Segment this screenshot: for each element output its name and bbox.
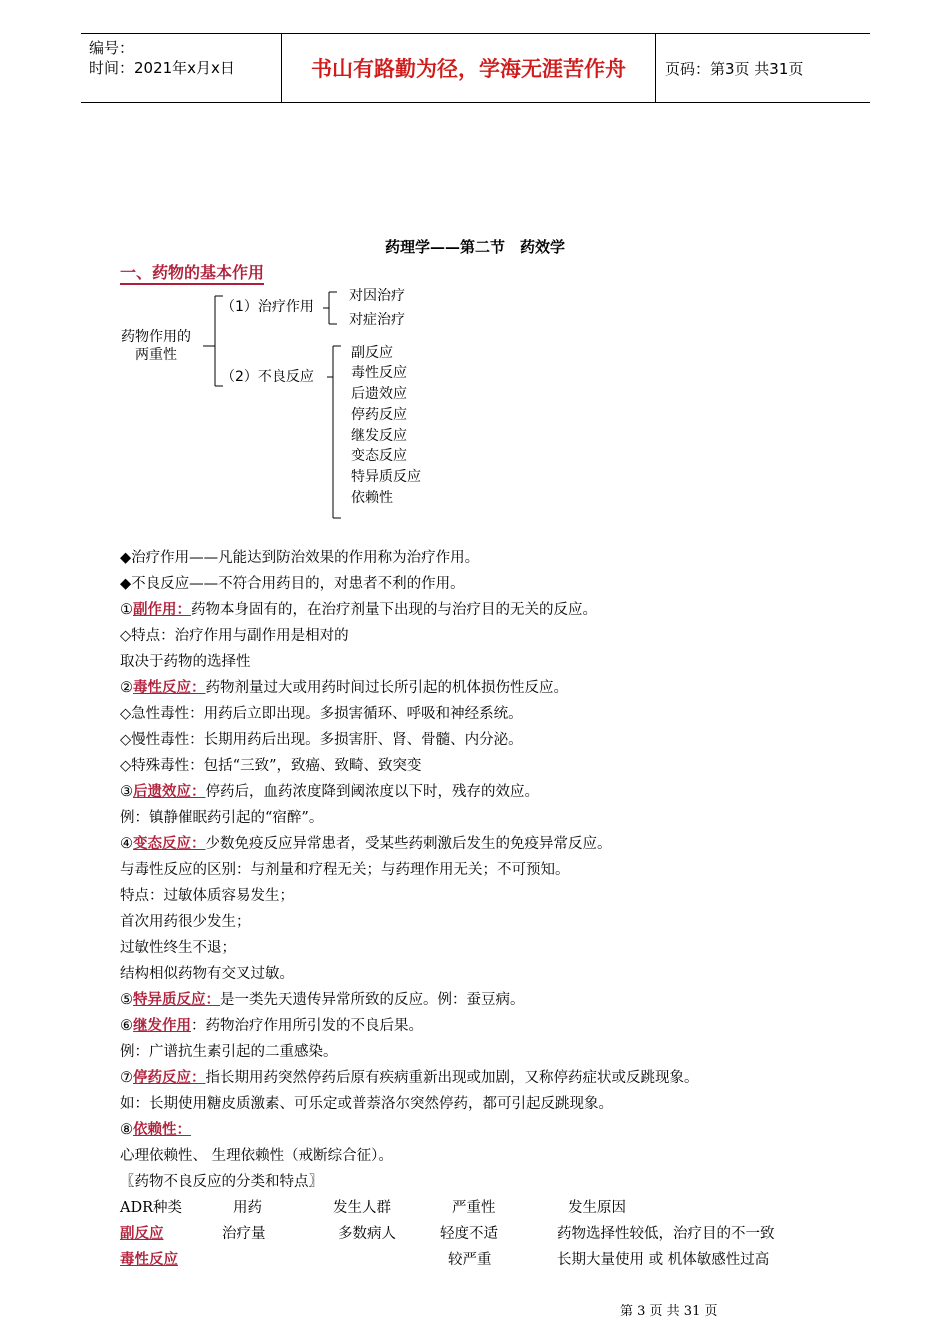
text-line: ②毒性反应：药物剂量过大或用药时间过长所引起的机体损伤性反应。 — [120, 679, 568, 696]
text-line: ③后遗效应：停药后，血药浓度降到阈浓度以下时，残存的效应。 — [120, 783, 539, 800]
text-line: 例：镇静催眠药引起的“宿醉”。 — [120, 810, 324, 826]
header-table — [81, 33, 870, 103]
table-cell: 较严重 — [448, 1252, 492, 1268]
term-highlight: 停药反应： — [133, 1069, 206, 1086]
diagram-leaf: 对症治疗 — [349, 312, 405, 328]
table-header-cell: ADR种类 — [120, 1200, 183, 1216]
text-line: ⑦停药反应：指长期用药突然停药后原有疾病重新出现或加剧，又称停药症状或反跳现象。 — [120, 1069, 699, 1086]
diagram-leaf: 后遗效应 — [351, 386, 407, 402]
text-line: ◆不良反应——不符合用药目的，对患者不利的作用。 — [120, 576, 465, 592]
term-highlight: 副作用： — [133, 601, 191, 618]
term-highlight: 继发作用 — [133, 1017, 191, 1034]
table-cell: 长期大量使用 或 机体敏感性过高 — [557, 1252, 770, 1268]
text-line: ④变态反应：少数免疫反应异常患者，受某些药刺激后发生的免疫异常反应。 — [120, 835, 612, 852]
table-row-type: 副反应 — [120, 1225, 164, 1242]
root-bracket — [203, 296, 223, 386]
text-line: ◇特殊毒性：包括“三致”，致癌、致畸、致突变 — [120, 758, 422, 774]
diagram-leaf: 停药反应 — [351, 407, 407, 423]
table-header-cell: 严重性 — [452, 1200, 496, 1216]
table-header-cell: 用药 — [233, 1200, 262, 1216]
text-line: 如：长期使用糖皮质激素、可乐定或普萘洛尔突然停药，都可引起反跳现象。 — [120, 1096, 613, 1112]
diagram-branch-adverse: （2）不良反应 — [221, 369, 314, 385]
term-highlight: 变态反应： — [133, 835, 206, 852]
diagram-root-line1: 药物作用的 — [121, 329, 191, 345]
time-label: 时间：2021年x月x日 — [89, 59, 235, 77]
text-line: 例：广谱抗生素引起的二重感染。 — [120, 1044, 338, 1060]
term-highlight: 后遗效应： — [133, 783, 206, 800]
text-line: 结构相似药物有交叉过敏。 — [120, 966, 294, 982]
header-divider — [655, 34, 656, 102]
table-cell: 轻度不适 — [440, 1226, 498, 1242]
table-cell: 治疗量 — [222, 1226, 266, 1242]
text-line: 心理依赖性、 生理依赖性（戒断综合征）。 — [120, 1148, 393, 1164]
text-line: ◇特点：治疗作用与副作用是相对的 — [120, 628, 349, 644]
text-line: ◆治疗作用——凡能达到防治效果的作用称为治疗作用。 — [120, 550, 480, 566]
page-title: 药理学——第二节 药效学 — [384, 238, 565, 256]
diagram-leaf: 依赖性 — [351, 490, 393, 506]
text-line: ◇急性毒性：用药后立即出现。多损害循环、呼吸和神经系统。 — [120, 706, 523, 722]
text-line: ⑤特异质反应：是一类先天遗传异常所致的反应。例：蚕豆病。 — [120, 991, 525, 1008]
diagram-leaf: 继发反应 — [351, 428, 407, 444]
table-cell: 药物选择性较低，治疗目的不一致 — [557, 1226, 775, 1242]
branch1-bracket — [323, 292, 337, 324]
branch2-bracket — [327, 346, 341, 518]
diagram-leaf: 特异质反应 — [351, 469, 421, 485]
page-footer: 第 3 页 共 31 页 — [620, 1304, 718, 1319]
text-line: 取决于药物的选择性 — [120, 654, 251, 670]
text-line: ⑥继发作用：药物治疗作用所引发的不良后果。 — [120, 1017, 423, 1034]
table-row-type: 毒性反应 — [120, 1251, 178, 1268]
diagram-root-line2: 两重性 — [135, 347, 177, 363]
text-line: 过敏性终生不退； — [120, 940, 236, 956]
diagram-leaf: 副反应 — [351, 345, 393, 361]
effect-duality-diagram — [115, 284, 445, 524]
text-line: ◇慢性毒性：长期用药后出现。多损害肝、肾、骨髓、内分泌。 — [120, 732, 523, 748]
text-line: 与毒性反应的区别：与剂量和疗程无关；与药理作用无关；不可预知。 — [120, 862, 570, 878]
table-header-cell: 发生原因 — [568, 1200, 626, 1216]
diagram-branch-therapy: （1）治疗作用 — [221, 299, 314, 315]
text-line: 首次用药很少发生； — [120, 914, 251, 930]
term-highlight: 特异质反应： — [133, 991, 220, 1008]
term-highlight: 毒性反应： — [133, 679, 206, 696]
text-line: ⑧依赖性： — [120, 1121, 191, 1138]
diagram-leaf: 对因治疗 — [349, 288, 405, 304]
text-line: 特点：过敏体质容易发生； — [120, 888, 294, 904]
header-meta — [89, 38, 235, 78]
number-label: 编号： — [89, 39, 135, 57]
table-header-cell: 发生人群 — [333, 1200, 391, 1216]
diagram-leaf: 变态反应 — [351, 448, 407, 464]
text-line: ①副作用：药物本身固有的，在治疗剂量下出现的与治疗目的无关的反应。 — [120, 601, 597, 618]
header-page-info: 页码：第3页 共31页 — [665, 59, 804, 78]
section-heading: 一、药物的基本作用 — [120, 263, 264, 285]
term-highlight: 依赖性： — [133, 1121, 191, 1138]
text-line: 〖药物不良反应的分类和特点〗 — [120, 1174, 323, 1190]
diagram-leaf: 毒性反应 — [351, 365, 407, 381]
header-motto: 书山有路勤为径，学海无涯苦作舟 — [311, 56, 626, 81]
table-cell: 多数病人 — [338, 1226, 396, 1242]
